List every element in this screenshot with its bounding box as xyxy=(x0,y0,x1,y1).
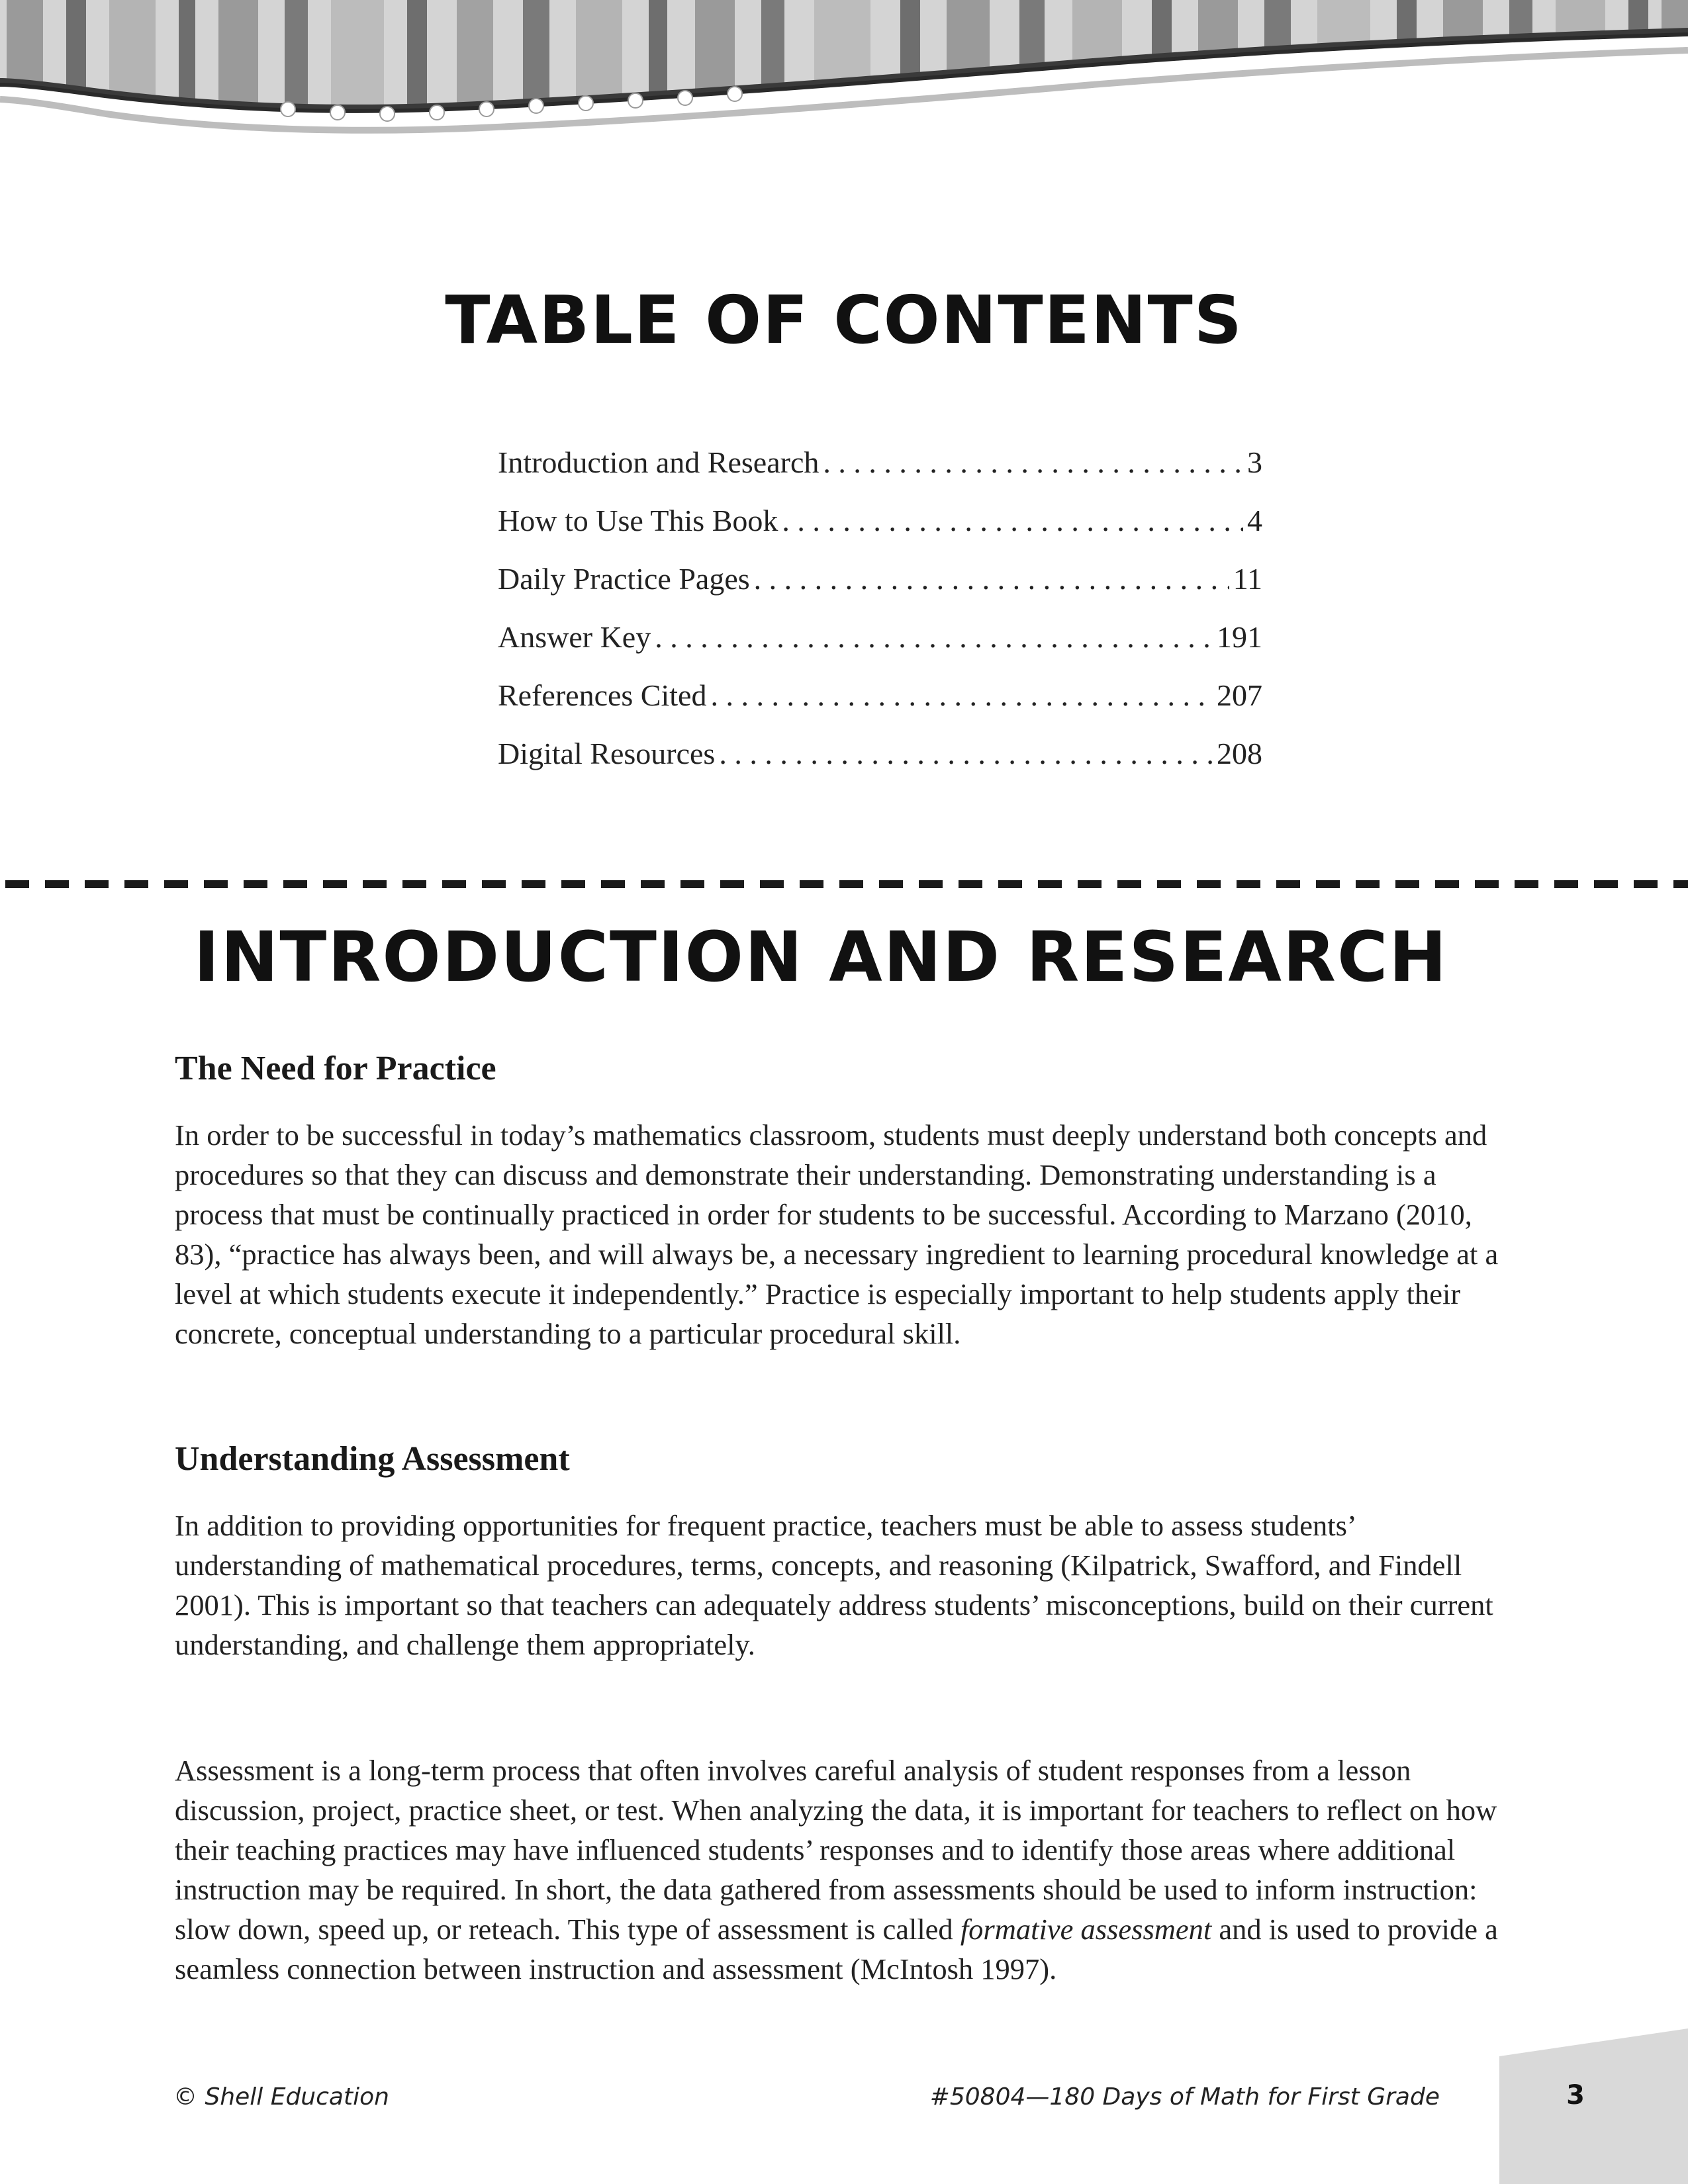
paragraph-text: Assessment is a long-term process that often involves careful analysis of student responses from a lesson discussion, project, practice sheet, or test. When analyzing the data, it is important for teachers to reflect on how their teaching practices may have influenced students’ responses and to identify those areas where additional instruction may be required. In short, the data gathered from assessments should be used to inform instruction: slow down, speed up, or reteach. This type of assessment is called xyxy=(175,1754,1497,1946)
toc-entry-label: Daily Practice Pages xyxy=(498,562,750,596)
toc-entry-page: 207 xyxy=(1217,678,1262,712)
toc-entry-label: Answer Key xyxy=(498,620,651,654)
header-banner xyxy=(0,0,1688,146)
toc-entry-page: 3 xyxy=(1247,445,1262,479)
toc-leader-dots xyxy=(782,503,1243,538)
toc-entry-label: Digital Resources xyxy=(498,737,716,770)
striped-banner-graphic xyxy=(0,0,1688,146)
toc-entry[interactable] xyxy=(498,736,1262,794)
page-number: 3 xyxy=(1566,2080,1585,2111)
toc-leader-dots xyxy=(754,561,1229,596)
footer-book-title: #50804—180 Days of Math for First Grade xyxy=(929,2083,1440,2111)
toc-entry[interactable] xyxy=(498,445,1262,503)
toc-entry-page: 4 xyxy=(1247,504,1262,537)
intro-title: INTRODUCTION AND RESEARCH xyxy=(193,917,1448,997)
toc-entry-page: 191 xyxy=(1217,620,1262,654)
section-heading-need-for-practice: The Need for Practice xyxy=(175,1050,496,1087)
toc-leader-dots xyxy=(719,736,1213,771)
toc-leader-dots xyxy=(710,678,1213,713)
toc-entry[interactable] xyxy=(498,678,1262,736)
toc-leader-dots xyxy=(823,445,1243,480)
toc-entry[interactable] xyxy=(498,561,1262,619)
section-heading-understanding-assessment: Understanding Assessment xyxy=(175,1440,570,1478)
toc-entry-label: References Cited xyxy=(498,678,707,712)
footer-publisher: © Shell Education xyxy=(173,2083,389,2111)
toc-entry-page: 208 xyxy=(1217,737,1262,770)
toc-title: TABLE OF CONTENTS xyxy=(445,281,1243,359)
section-divider xyxy=(5,880,1688,888)
emphasis-term: formative assessment xyxy=(960,1913,1212,1946)
toc-list xyxy=(498,445,1262,794)
paragraph-assessment-intro: In addition to providing opportunities for frequent practice, teachers must be able to assess students’ understanding of mathematical procedures, terms, concepts, and reasoning (Kilpatrick, Swafford, and Findell 2001). This is important so that teachers can adequately address students’ misconceptions, build on their current understanding, and challenge them appropriately. xyxy=(175,1509,1493,1661)
paragraph-text: and is used to provide a seamless connection between instruction and assessment (McIntosh 1997). xyxy=(175,1913,1498,1985)
toc-entry-page: 11 xyxy=(1233,562,1262,596)
toc-entry[interactable] xyxy=(498,619,1262,678)
paragraph-formative-assessment xyxy=(175,1751,1525,1989)
toc-leader-dots xyxy=(655,619,1213,655)
paragraph-need-for-practice: In order to be successful in today’s mathematics classroom, students must deeply understand both concepts and procedures so that they can discuss and demonstrate their understanding. Demonstrating understanding is a process that must be continually practiced in order for students to be successful. According to Marzano (2010, 83), “practice has always been, and will always be, a necessary ingredient to learning procedural knowledge at a level at which students execute it independently.” Practice is especially important to help students apply their concrete, conceptual understanding to a particular procedural skill. xyxy=(175,1118,1499,1350)
toc-entry[interactable] xyxy=(498,503,1262,561)
toc-entry-label: Introduction and Research xyxy=(498,445,820,479)
toc-entry-label: How to Use This Book xyxy=(498,504,778,537)
